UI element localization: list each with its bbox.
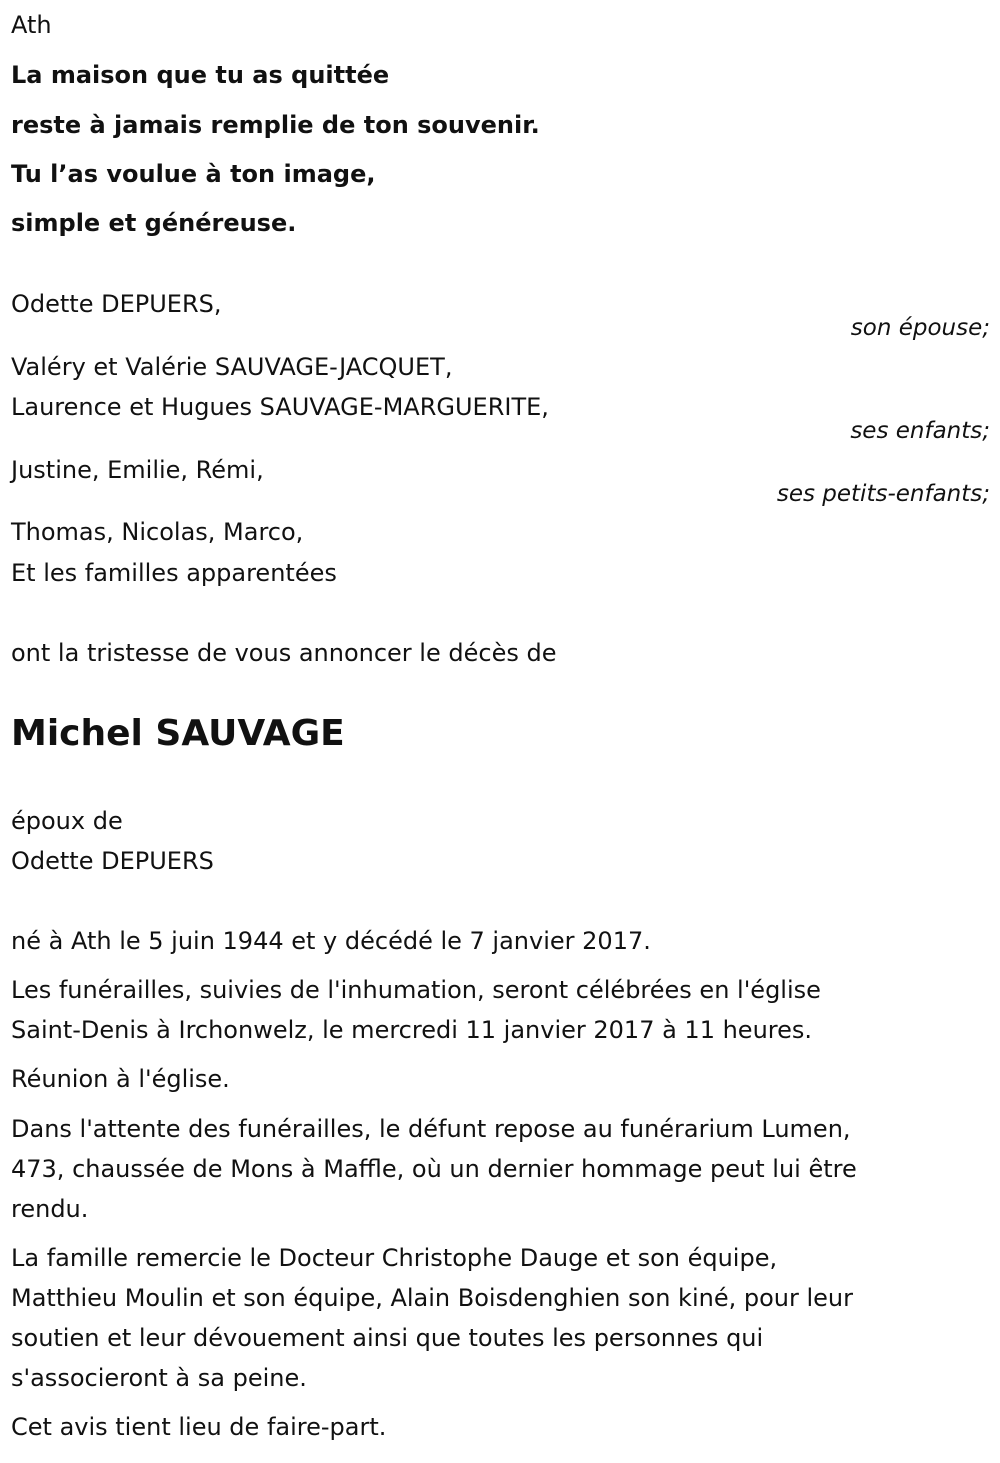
announcement: ont la tristesse de vous annoncer le décès de <box>11 639 557 667</box>
spouse-of-name: Odette DEPUERS <box>11 847 214 875</box>
thanks-line-3: soutien et leur dévouement ainsi que toutes les personnes qui <box>11 1324 764 1352</box>
closing-line: Cet avis tient lieu de faire-part. <box>11 1413 387 1441</box>
child-line-1: Valéry et Valérie SAUVAGE-JACQUET, <box>11 353 453 381</box>
reunion-line: Réunion à l'église. <box>11 1065 230 1093</box>
spouse-of-label: époux de <box>11 807 123 835</box>
child-line-2: Laurence et Hugues SAUVAGE-MARGUERITE, <box>11 393 549 421</box>
poem-line-3: Tu l’as voulue à ton image, <box>11 160 376 188</box>
funeral-line-2: Saint-Denis à Irchonwelz, le mercredi 11 janvier 2017 à 11 heures. <box>11 1016 813 1044</box>
thanks-line-1: La famille remercie le Docteur Christophe Dauge et son équipe, <box>11 1244 778 1272</box>
poem-line-2: reste à jamais remplie de ton souvenir. <box>11 111 540 139</box>
others-line-1: Thomas, Nicolas, Marco, <box>11 518 304 546</box>
thanks-line-2: Matthieu Moulin et son équipe, Alain Boisdenghien son kiné, pour leur <box>11 1284 853 1312</box>
others-line-2: Et les familles apparentées <box>11 559 337 587</box>
grandchildren-role: ses petits-enfants; <box>776 481 990 507</box>
wake-line-3: rendu. <box>11 1195 89 1223</box>
location: Ath <box>11 11 52 39</box>
wake-line-1: Dans l'attente des funérailles, le défunt repose au funérarium Lumen, <box>11 1115 851 1143</box>
poem-line-1: La maison que tu as quittée <box>11 61 390 89</box>
funeral-line-1: Les funérailles, suivies de l'inhumation, seront célébrées en l'église <box>11 976 821 1004</box>
poem-line-4: simple et généreuse. <box>11 209 297 237</box>
spouse-name: Odette DEPUERS, <box>11 290 222 318</box>
spouse-role: son épouse; <box>850 315 990 341</box>
children-role: ses enfants; <box>850 418 990 444</box>
death-notice <box>11 0 990 1463</box>
birth-death-line: né à Ath le 5 juin 1944 et y décédé le 7 janvier 2017. <box>11 927 651 955</box>
thanks-line-4: s'associeront à sa peine. <box>11 1364 307 1392</box>
grandchildren: Justine, Emilie, Rémi, <box>11 456 264 484</box>
wake-line-2: 473, chaussée de Mons à Maffle, où un dernier hommage peut lui être <box>11 1155 857 1183</box>
deceased-name: Michel SAUVAGE <box>11 713 345 754</box>
